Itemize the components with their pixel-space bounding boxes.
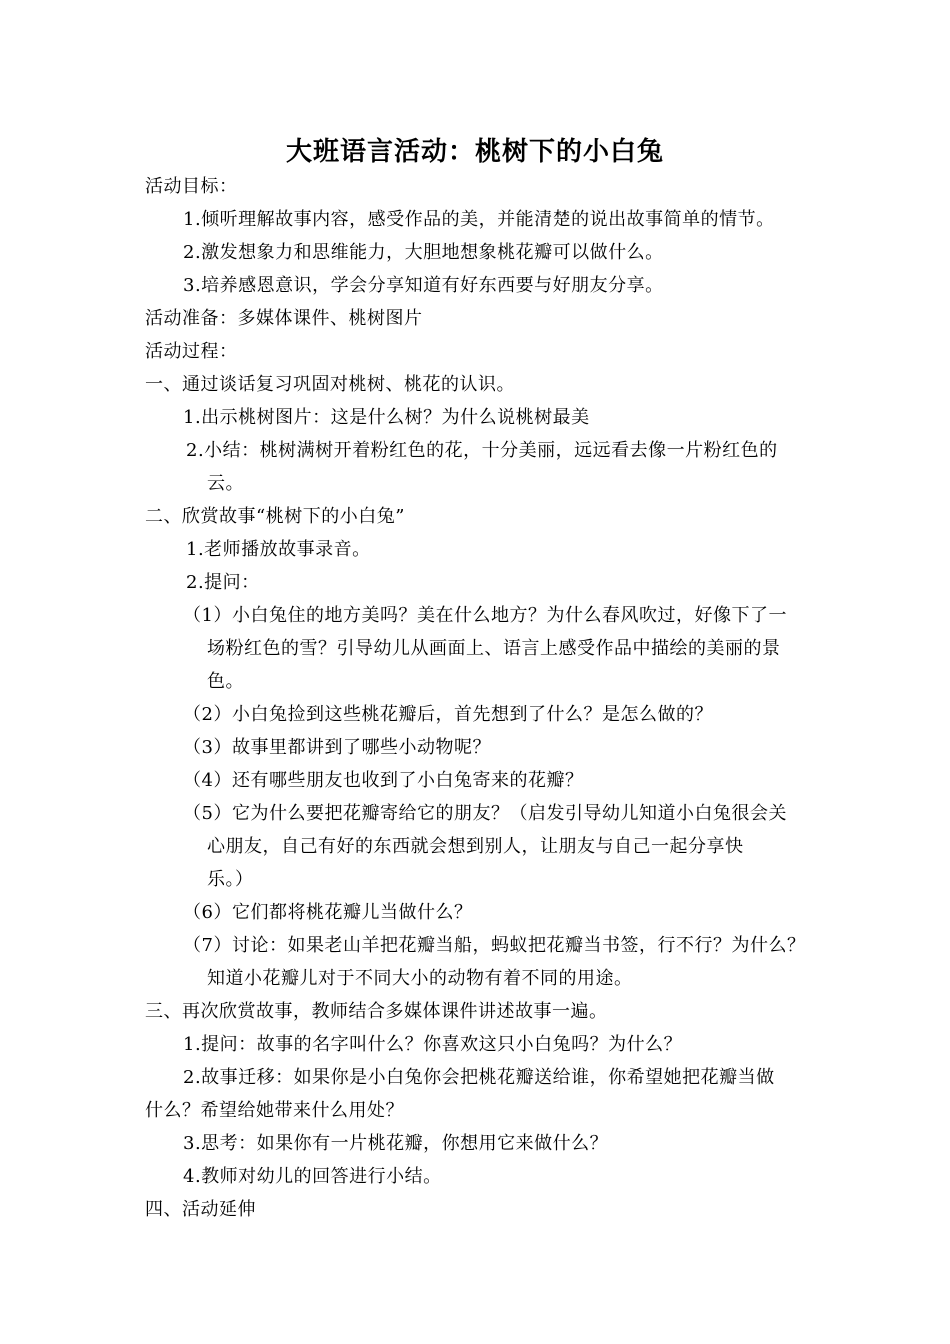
text-line: 3.培养感恩意识，学会分享知道有好东西要与好朋友分享。 — [183, 275, 664, 296]
document-title: 大班语言活动：桃树下的小白兔 — [285, 137, 664, 167]
text-line: 场粉红色的雪？引导幼儿从画面上、语言上感受作品中描绘的美丽的景 — [207, 638, 781, 659]
text-line: （3）故事里都讲到了哪些小动物呢？ — [183, 737, 491, 758]
text-line: 什么？希望给她带来什么用处？ — [145, 1100, 404, 1121]
text-line: （5）它为什么要把花瓣寄给它的朋友？（启发引导幼儿知道小白兔很会关 — [183, 803, 787, 824]
text-line: 色。 — [207, 671, 244, 692]
text-line: 2.小结：桃树满树开着粉红色的花，十分美丽，远远看去像一片粉红色的 — [186, 440, 778, 461]
text-line: 2.提问： — [186, 572, 260, 593]
text-line: 心朋友，自己有好的东西就会想到别人，让朋友与自己一起分享快 — [207, 836, 744, 857]
text-line: （2）小白兔捡到这些桃花瓣后，首先想到了什么？是怎么做的？ — [183, 704, 713, 725]
text-line: 云。 — [207, 473, 244, 494]
text-line: （1）小白兔住的地方美吗？美在什么地方？为什么春风吹过，好像下了一 — [183, 605, 787, 626]
text-line: 1.倾听理解故事内容，感受作品的美，并能清楚的说出故事简单的情节。 — [183, 209, 775, 230]
text-line: 4.教师对幼儿的回答进行小结。 — [183, 1166, 442, 1187]
section-heading: 二、欣赏故事“桃树下的小白兔” — [145, 506, 405, 527]
text-line: 活动目标： — [145, 176, 238, 197]
text-line: （6）它们都将桃花瓣儿当做什么？ — [183, 902, 473, 923]
text-line: 活动准备：多媒体课件、桃树图片 — [145, 308, 423, 329]
text-line: 活动过程： — [145, 341, 238, 362]
section-heading: 一、通过谈话复习巩固对桃树、桃花的认识。 — [145, 374, 515, 395]
text-line: 3.思考：如果你有一片桃花瓣，你想用它来做什么？ — [183, 1133, 609, 1154]
section-heading: 三、再次欣赏故事，教师结合多媒体课件讲述故事一遍。 — [145, 1001, 608, 1022]
section-heading: 四、活动延伸 — [145, 1199, 256, 1220]
text-line: （7）讨论：如果老山羊把花瓣当船，蚂蚁把花瓣当书签，行不行？为什么？ — [183, 935, 806, 956]
text-line: 乐。） — [207, 869, 254, 890]
text-line: （4）还有哪些朋友也收到了小白兔寄来的花瓣？ — [183, 770, 584, 791]
text-line: 1.提问：故事的名字叫什么？你喜欢这只小白兔吗？为什么？ — [183, 1034, 683, 1055]
text-line: 1.出示桃树图片：这是什么树？为什么说桃树最美 — [183, 407, 590, 428]
text-line: 1.老师播放故事录音。 — [186, 539, 371, 560]
text-line: 2.故事迁移：如果你是小白兔你会把桃花瓣送给谁，你希望她把花瓣当做 — [183, 1067, 775, 1088]
text-line: 2.激发想象力和思维能力，大胆地想象桃花瓣可以做什么。 — [183, 242, 664, 263]
text-line: 知道小花瓣儿对于不同大小的动物有着不同的用途。 — [207, 968, 633, 989]
